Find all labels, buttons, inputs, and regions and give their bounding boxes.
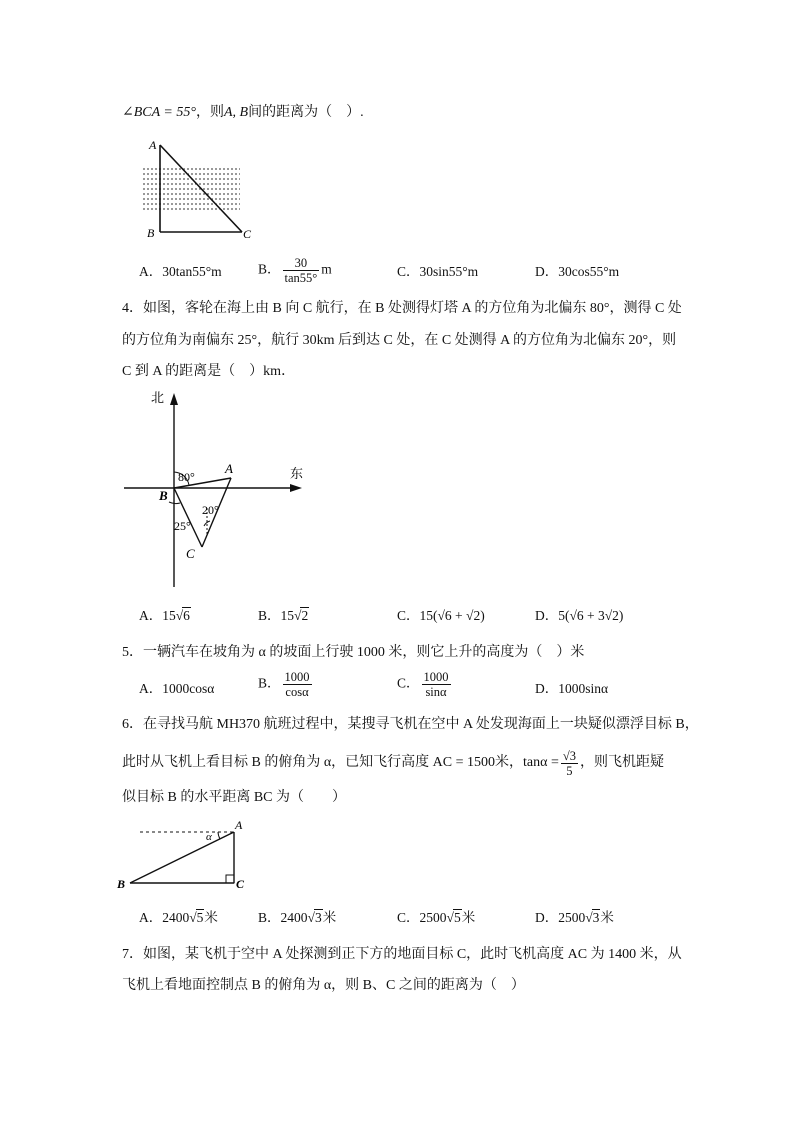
option-text: 30sin55°m xyxy=(419,264,479,279)
denominator: 5 xyxy=(566,763,573,778)
option-letter: A． xyxy=(139,910,163,925)
angle-25-label: 25° xyxy=(174,519,191,533)
q4-label-a: A xyxy=(225,461,233,476)
q3-label-a: A xyxy=(149,138,157,152)
radicand: 3 xyxy=(314,910,322,925)
north-label: 北 xyxy=(151,390,165,405)
option-coef: 15 xyxy=(280,608,295,623)
east-label: 东 xyxy=(290,466,304,481)
radicand: 5 xyxy=(196,910,204,925)
option-letter: B． xyxy=(258,261,281,277)
option-letter: C． xyxy=(397,608,420,623)
numerator: 1000 xyxy=(423,670,449,684)
option-letter: D． xyxy=(535,264,559,279)
option-text: 1000cosα xyxy=(162,681,215,696)
q6-line-2-post: ，则飞机距疑 xyxy=(579,755,664,770)
q6-label-a: A xyxy=(235,818,243,832)
numerator: 1000 xyxy=(284,670,310,684)
q6-line-3: 似目标 B 的水平距离 BC 为（ ） xyxy=(122,790,347,805)
q6-option-b[interactable]: B．2400√3米 xyxy=(258,910,337,925)
radicand: 6 xyxy=(183,608,190,623)
q7-line-2: 飞机上看地面控制点 B 的俯角为 α，则 B、C 之间的距离为（ ） xyxy=(122,978,525,993)
alpha-label: α xyxy=(206,831,212,843)
option-letter: A． xyxy=(139,264,163,279)
option-text: 30cos55°m xyxy=(558,264,620,279)
q6-line-1: 6．在寻找马航 MH370 航班过程中，某搜寻飞机在空中 A 处发现海面上一块疑似漂浮目标 B， xyxy=(122,717,699,732)
radicand: 5 xyxy=(453,910,461,925)
option-letter: C． xyxy=(397,264,420,279)
q3-stem-ab: A, B xyxy=(223,105,249,120)
q3-stem-end: 间的距离为（ ）. xyxy=(248,105,364,120)
option-coef: 2400 xyxy=(280,910,308,925)
radicand: 2 xyxy=(301,608,309,623)
q6-label-b: B xyxy=(117,877,126,891)
denominator: tan55° xyxy=(284,271,318,285)
angle-20-label: 20° xyxy=(202,503,219,517)
option-letter: B． xyxy=(258,910,281,925)
q3-label-b: B xyxy=(147,226,155,240)
option-letter: A． xyxy=(139,681,163,696)
option-coef: 15 xyxy=(162,608,176,623)
q6-line-2-pre: 此时从飞机上看目标 B 的俯角为 α，已知飞行高度 AC = 1500米，tanα = xyxy=(122,755,559,770)
q7-line-1: 7．如图，某飞机于空中 A 处探测到正下方的地面目标 C，此时飞机高度 AC 为 1400 米，从 xyxy=(122,947,682,962)
option-coef: 2400 xyxy=(162,910,190,925)
option-letter: D． xyxy=(535,910,559,925)
q5-stem: 5．一辆汽车在坡角为 α 的坡面上行驶 1000 米，则它上升的高度为（ ）米 xyxy=(122,645,585,660)
option-unit: 米 xyxy=(600,910,614,925)
option-letter: C． xyxy=(397,910,420,925)
option-letter: A． xyxy=(139,608,163,623)
option-text: 15(√6 + √2) xyxy=(419,608,485,623)
q4-line-3: C 到 A 的距离是（ ）km． xyxy=(122,364,296,379)
q6-option-c[interactable]: C．2500√5米 xyxy=(397,910,476,925)
option-unit: 米 xyxy=(204,910,218,925)
denominator: cosα xyxy=(285,685,309,699)
option-letter: B． xyxy=(258,675,281,691)
q3-stem-mid: ，则 xyxy=(195,105,224,120)
q6-option-a[interactable]: A．2400√5米 xyxy=(139,910,218,925)
q6-option-d[interactable]: D．2500√3米 xyxy=(535,910,614,925)
option-letter: D． xyxy=(535,681,559,696)
q4-label-b: B xyxy=(159,488,168,503)
angle-80-label: 80° xyxy=(178,470,195,484)
option-unit: 米 xyxy=(461,910,476,925)
q4-label-c: C xyxy=(186,546,195,561)
q4-option-a[interactable]: A．15√6 xyxy=(139,608,190,623)
q4-option-b[interactable]: B．15√2 xyxy=(258,608,309,623)
option-text: 30tan55°m xyxy=(162,264,222,279)
option-text: 1000sinα xyxy=(558,681,609,696)
q6-label-c: C xyxy=(236,877,245,891)
q4-line-1: 4．如图，客轮在海上由 B 向 C 航行，在 B 处测得灯塔 A 的方位角为北偏东 80°，测得 C 处 xyxy=(122,301,682,316)
numerator: √3 xyxy=(562,748,576,763)
radicand: 3 xyxy=(592,910,600,925)
option-coef: 2500 xyxy=(419,910,447,925)
numerator: 30 xyxy=(283,256,320,271)
option-letter: B． xyxy=(258,608,281,623)
option-unit: m xyxy=(321,261,332,277)
q3-angle: ∠BCA = 55° xyxy=(122,105,196,120)
option-text: 5(√6 + 3√2) xyxy=(558,608,624,623)
option-letter: D． xyxy=(535,608,559,623)
option-coef: 2500 xyxy=(558,910,586,925)
q3-label-c: C xyxy=(243,227,252,241)
denominator: sinα xyxy=(425,685,447,699)
q4-line-2: 的方位角为南偏东 25°，航行 30km 后到达 C 处，在 C 处测得 A 的方位角为北偏东 20°，则 xyxy=(122,333,677,348)
option-letter: C． xyxy=(397,675,420,691)
option-unit: 米 xyxy=(322,910,337,925)
